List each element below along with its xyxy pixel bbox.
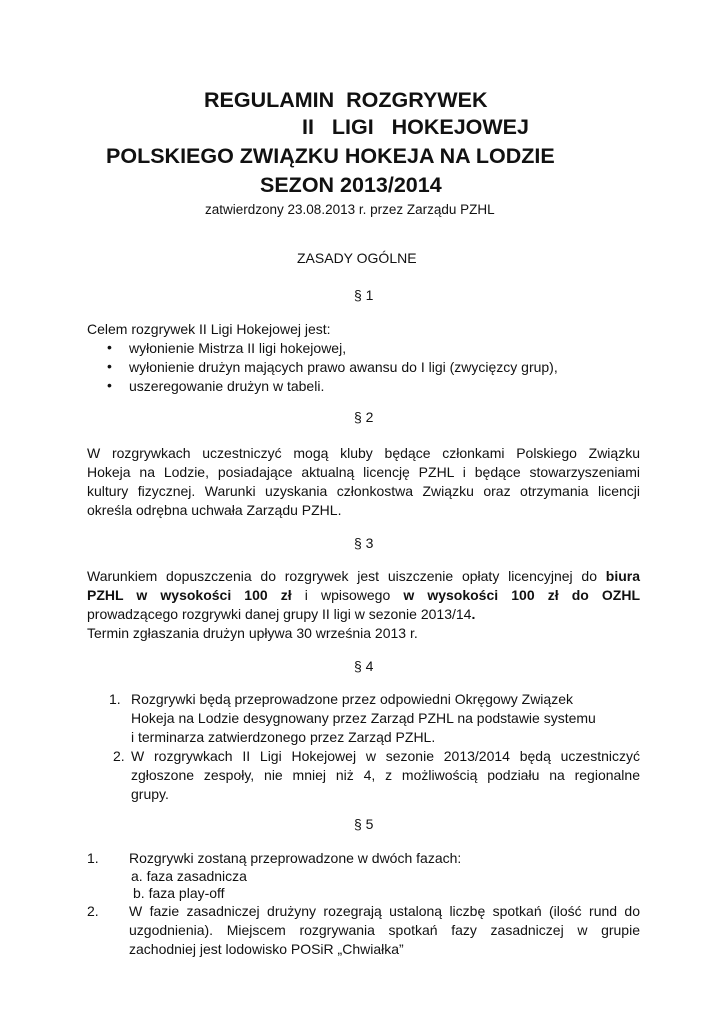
s5-item-1: Rozgrywki zostaną przeprowadzone w dwóch fazach:: [129, 850, 462, 866]
s4-item-2-number: 2.: [113, 748, 125, 764]
s5-item-2-number: 2.: [87, 903, 99, 919]
s3-line-4: Termin zgłaszania drużyn upływa 30 września 2013 r.: [87, 625, 418, 641]
s3-line-2: PZHL w wysokości 100 zł i wpisowego w wysokości 100 zł do OZHL: [87, 587, 641, 603]
s3-line-3: prowadzącego rozgrywki danej grupy II ligi w sezonie 2013/14.: [87, 606, 476, 622]
s4-item-1-line: Rozgrywki będą przeprowadzone przez odpowiedni Okręgowy Związek: [131, 691, 573, 707]
s5-item-2-line: uzgodnienia). Miejscem rozgrywania spotkań fazy zasadniczej w grupie: [129, 922, 640, 938]
s5-item-2-line-last: zachodniej jest lodowisko POSiR „Chwiałka”: [129, 941, 404, 957]
s5-sub-b: b. faza play-off: [133, 885, 225, 901]
title-line-3: POLSKIEGO ZWIĄZKU HOKEJA NA LODZIE: [106, 144, 555, 168]
s4-item-2-line-last: grupy.: [131, 786, 169, 802]
title-line-1: REGULAMIN ROZGRYWEK: [204, 88, 488, 112]
s5-sub-a: a. faza zasadnicza: [131, 868, 247, 884]
s4-item-1: [131, 690, 596, 747]
list-item: • uszeregowanie drużyn w tabeli.: [107, 377, 325, 394]
s4-item-1-number: 1.: [109, 691, 121, 707]
s4-item-2-line: zgłoszone zespoły, nie mniej niż 4, z możliwością podziału na regionalne: [131, 767, 640, 783]
list-item: • wyłonienie drużyn mających prawo awansu do I ligi (zwycięzcy grup),: [107, 358, 558, 375]
s4-item-1-line: i terminarza zatwierdzonego przez Zarząd PZHL.: [131, 729, 436, 745]
paragraph-marker-5: § 5: [354, 816, 374, 832]
s5-item-2-line: W fazie zasadniczej drużyny rozegrają ustaloną liczbę spotkań (ilość rund do: [129, 903, 640, 919]
paragraph-marker-3: § 3: [354, 535, 374, 551]
s1-bullet-list: [107, 339, 558, 396]
paragraph-marker-4: § 4: [354, 658, 374, 674]
s4-item-2: [131, 747, 640, 804]
s2-line-last: określa odrębna uchwała Zarządu PZHL.: [87, 502, 342, 518]
s4-item-1-line: Hokeja na Lodzie desygnowany przez Zarząd PZHL na podstawie systemu: [131, 710, 596, 726]
s5-item-1-number: 1.: [87, 850, 99, 866]
s1-intro: Celem rozgrywek II Ligi Hokejowej jest:: [87, 321, 331, 337]
list-item: • wyłonienie Mistrza II ligi hokejowej,: [107, 339, 347, 356]
title-line-2: II LIGI HOKEJOWEJ: [302, 115, 529, 139]
s2-line: Hokeja na Lodzie, posiadające aktualną licencję PZHL i będące stowarzyszeniami: [87, 464, 640, 480]
bullet-icon: •: [107, 377, 112, 393]
s2-line: kultury fizycznej. Warunki uzyskania członkostwa Związku oraz otrzymania licencji: [87, 483, 640, 499]
approval-note: zatwierdzony 23.08.2013 r. przez Zarządu PZHL: [205, 202, 495, 217]
s3-paragraph: [87, 567, 640, 643]
s2-line: W rozgrywkach uczestniczyć mogą kluby będące członkami Polskiego Związku: [87, 445, 640, 461]
title-line-4: SEZON 2013/2014: [260, 173, 442, 197]
section-heading-general: ZASADY OGÓLNE: [297, 250, 417, 266]
bullet-icon: •: [107, 358, 112, 374]
s5-item-2: [129, 902, 640, 959]
paragraph-marker-2: § 2: [354, 409, 374, 425]
s2-paragraph: [87, 444, 640, 520]
paragraph-marker-1: § 1: [354, 287, 374, 303]
bullet-icon: •: [107, 339, 112, 355]
s3-line-1: Warunkiem dopuszczenia do rozgrywek jest uiszczenie opłaty licencyjnej do biura: [87, 568, 640, 584]
s4-item-2-line: W rozgrywkach II Ligi Hokejowej w sezonie 2013/2014 będą uczestniczyć: [131, 748, 640, 764]
